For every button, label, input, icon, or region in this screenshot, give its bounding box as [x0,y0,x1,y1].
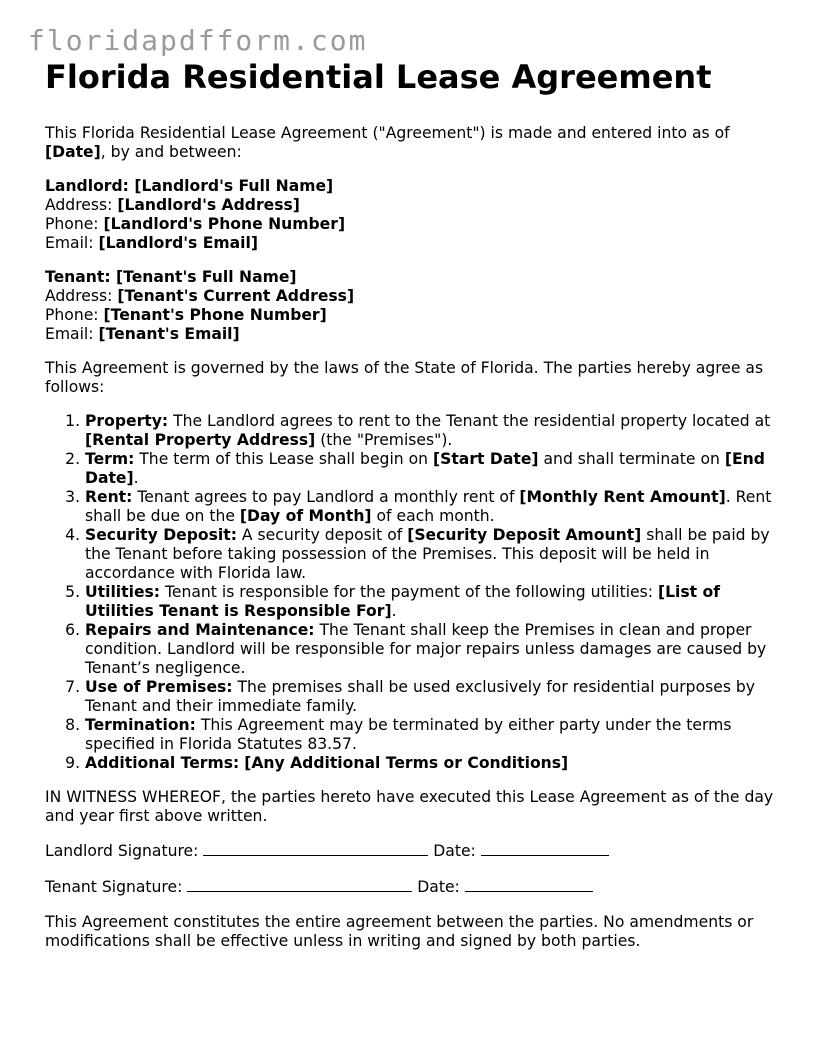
tenant-signature-blank[interactable] [187,877,412,892]
term-title: Term: [85,450,135,468]
term-placeholder: [Rental Property Address] [85,431,316,449]
term-title: Property: [85,412,169,430]
term-item [85,526,780,583]
term-title: Repairs and Maintenance: [85,621,315,639]
landlord-phone: [Landlord's Phone Number] [103,215,346,233]
tenant-label: Tenant: [45,268,116,286]
tenant-name-line [45,268,780,287]
term-title: Utilities: [85,583,161,601]
term-text: A security deposit of [236,526,408,544]
term-text: The Landlord agrees to rent to the Tenant the residential property located at [168,412,771,430]
tenant-block [45,268,780,344]
term-title: Use of Premises: [85,678,233,696]
landlord-signature-blank[interactable] [203,841,428,856]
landlord-name: [Landlord's Full Name] [134,177,334,195]
landlord-signature-line [45,841,780,861]
intro-text-start: This Florida Residential Lease Agreement ("Agreement") is made and entered into as of [45,124,730,142]
term-item [85,488,780,526]
witness-paragraph: IN WITNESS WHEREOF, the parties hereto have executed this Lease Agreement as of the day and year first above written. [45,788,774,825]
landlord-address-label: Address: [45,196,118,214]
term-item [85,412,780,450]
term-placeholder: [Day of Month] [239,507,372,525]
term-title: Security Deposit: [85,526,237,544]
term-item [85,716,780,754]
term-item [85,678,780,716]
landlord-date-label: Date: [428,842,481,860]
term-placeholder: [List of Utilities Tenant is Responsible For] [85,583,721,620]
date-placeholder: [Date] [45,143,101,161]
term-text: and shall terminate on [538,450,725,468]
term-text: The premises shall be used exclusively for residential purposes by Tenant and their immediate family. [85,678,756,715]
tenant-email-line [45,325,780,344]
tenant-signature-label: Tenant Signature: [45,878,188,896]
tenant-address: [Tenant's Current Address] [117,287,355,305]
tenant-date-blank[interactable] [465,877,593,892]
landlord-email-label: Email: [45,234,99,252]
tenant-name: [Tenant's Full Name] [116,268,297,286]
tenant-signature-line [45,877,780,897]
term-text: shall be paid by the Tenant before taking possession of the Premises. This deposit will be held in accordance with Florida law. [85,526,770,582]
term-text: The term of this Lease shall begin on [134,450,433,468]
term-text: This Agreement may be terminated by either party under the terms specified in Florida Statutes 83.57. [85,716,732,753]
intro-text-end: , by and between: [100,143,242,161]
term-placeholder: [End Date] [85,450,765,487]
governing-law-paragraph: This Agreement is governed by the laws of the State of Florida. The parties hereby agree as follows: [45,359,764,396]
term-text: of each month. [371,507,495,525]
term-item [85,450,780,488]
closing-paragraph: This Agreement constitutes the entire agreement between the parties. No amendments or modifications shall be effective unless in writing and signed by both parties. [45,913,754,950]
landlord-phone-line [45,215,780,234]
term-title: Termination: [85,716,196,734]
term-item [85,754,780,773]
term-title: Additional Terms: [85,754,240,772]
tenant-address-line [45,287,780,306]
term-placeholder: [Monthly Rent Amount] [519,488,726,506]
document-body [45,56,780,966]
tenant-phone-line [45,306,780,325]
intro-paragraph [45,124,780,162]
landlord-address: [Landlord's Address] [117,196,300,214]
tenant-email: [Tenant's Email] [98,325,240,343]
landlord-block [45,177,780,253]
tenant-email-label: Email: [45,325,99,343]
landlord-email: [Landlord's Email] [98,234,258,252]
watermark-text: floridapdfform.com [28,24,368,57]
landlord-email-line [45,234,780,253]
page-title: Florida Residential Lease Agreement [45,58,712,96]
tenant-phone-label: Phone: [45,306,104,324]
term-text: The Tenant shall keep the Premises in clean and proper condition. Landlord will be responsible for major repairs unless damages are caused by Tenant’s negligence. [85,621,767,677]
term-text: (the "Premises"). [315,431,453,449]
terms-list [45,412,780,773]
landlord-name-line [45,177,780,196]
term-text: . Rent shall be due on the [85,488,772,525]
term-item [85,621,780,678]
landlord-address-line [45,196,780,215]
term-placeholder: [Security Deposit Amount] [407,526,642,544]
term-placeholder: [Any Additional Terms or Conditions] [244,754,569,772]
term-title: Rent: [85,488,133,506]
landlord-signature-label: Landlord Signature: [45,842,204,860]
term-text: . [391,602,397,620]
landlord-date-blank[interactable] [481,841,609,856]
landlord-label: Landlord: [45,177,135,195]
landlord-phone-label: Phone: [45,215,104,233]
term-placeholder: [Start Date] [433,450,539,468]
term-text: . [133,469,139,487]
term-text: Tenant is responsible for the payment of the following utilities: [160,583,658,601]
tenant-phone: [Tenant's Phone Number] [103,306,327,324]
tenant-address-label: Address: [45,287,118,305]
tenant-date-label: Date: [412,878,465,896]
term-text: Tenant agrees to pay Landlord a monthly rent of [132,488,520,506]
term-item [85,583,780,621]
